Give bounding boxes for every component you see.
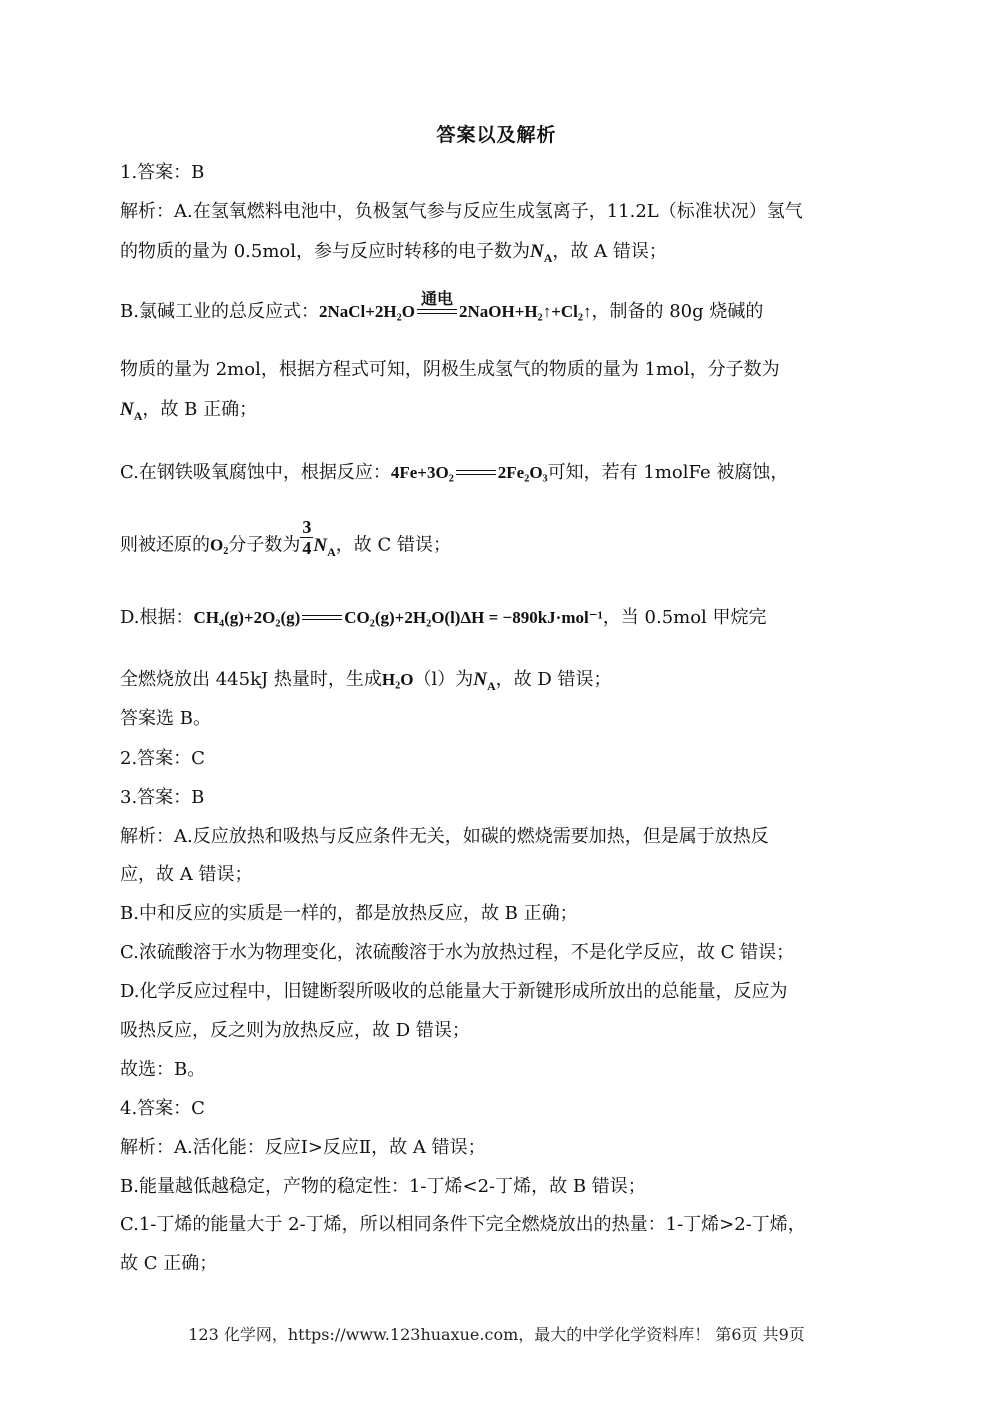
chlor-alkali-equation-line: B.氯碱工业的总反应式：2NaCl+2H₂O 通电 2NaOH+H₂↑+Cl₂↑，制备的 80g 烧碱的 — [120, 289, 764, 322]
text-line: 答案选 B。 — [120, 708, 211, 729]
methane-equation-line: D.根据：CH₄(g)+2O₂(g) CO₂(g)+2H₂O(l)ΔH = −890kJ·mol⁻¹，当 0.5mol 甲烷完 — [120, 607, 767, 628]
answer-1: 1.答案：B — [120, 162, 205, 183]
page-footer: 123 化学网，https://www.123huaxue.com，最大的中学化学资料库！ 第6页 共9页 — [188, 1325, 805, 1344]
text-line: $N_A$，故 B 正确； — [120, 399, 258, 423]
fraction-three-quarters: $\frac{3}{4}$ — [302, 517, 312, 558]
rust-equation-line: C.在钢铁吸氧腐蚀中，根据反应：4Fe+3O₂ 2Fe₂O₃可知，若有 1molFe 被腐蚀， — [120, 462, 789, 483]
h2o-formula: H₂O — [381, 670, 414, 689]
page-title: 答案以及解析 — [436, 124, 557, 146]
text-line: B.能量越低越稳定，产物的稳定性：1-丁烯<2-丁烯，故 B 错误； — [120, 1176, 646, 1197]
text-line: 的物质的量为 0.5mol，参与反应时转移的电子数为$N_A$，故 A 错误； — [120, 241, 667, 265]
text-line: C.浓硫酸溶于水为物理变化，浓硫酸溶于水为放热过程，不是化学反应，故 C 错误； — [120, 942, 795, 963]
text-line: D.化学反应过程中，旧键断裂所吸收的总能量大于新键形成所放出的总能量，反应为 — [120, 981, 788, 1002]
text-line: 全燃烧放出 445kJ 热量时，生成H₂O（l）为$N_A$，故 D 错误； — [120, 669, 612, 693]
equation-lhs: 2NaCl+2H₂O — [318, 302, 415, 321]
equation-rhs: 2Fe₂O₃ — [497, 463, 548, 482]
text-line: C.1-丁烯的能量大于 2-丁烯，所以相同条件下完全燃烧放出的热量：1-丁烯>2-丁烯， — [120, 1214, 806, 1235]
fraction-line: 则被还原的O₂分子数为 $\frac{3}{4}$ $N_A$，故 C 错误； — [120, 517, 451, 559]
equals-sign — [302, 613, 342, 623]
avogadro-symbol: $N_A$ — [530, 241, 553, 265]
text-line: 解析：A.反应放热和吸热与反应条件无关，如碳的燃烧需要加热，但是属于放热反 — [120, 826, 769, 847]
equals-sign — [456, 468, 496, 478]
o2-formula: O₂ — [210, 535, 229, 555]
reaction-condition: 通电 — [420, 289, 453, 308]
answer-4: 4.答案：C — [120, 1098, 205, 1119]
text-line: 故 C 正确； — [120, 1253, 218, 1274]
answer-2: 2.答案：C — [120, 748, 205, 769]
text-line: 解析：A.活化能：反应Ⅰ>反应Ⅱ，故 A 错误； — [120, 1137, 486, 1158]
equation-rhs: 2NaOH+H₂↑+Cl₂↑ — [458, 302, 592, 321]
text-line: 应，故 A 错误； — [120, 864, 253, 885]
answer-3: 3.答案：B — [120, 787, 205, 808]
equation-lhs: CH₄(g)+2O₂(g) — [193, 608, 301, 627]
equals-sign — [417, 289, 457, 317]
equation-lhs: 4Fe+3O₂ — [390, 463, 454, 482]
avogadro-symbol: $N_A$ — [313, 534, 336, 559]
avogadro-symbol: $N_A$ — [120, 399, 143, 423]
text-line: 故选：B。 — [120, 1059, 206, 1080]
text-line: 物质的量为 2mol，根据方程式可知，阴极生成氢气的物质的量为 1mol，分子数为 — [120, 359, 780, 380]
equation-rhs: CO₂(g)+2H₂O(l)ΔH = −890kJ·mol⁻¹ — [344, 608, 603, 627]
avogadro-symbol: $N_A$ — [473, 669, 496, 693]
text-line: B.中和反应的实质是一样的，都是放热反应，故 B 正确； — [120, 903, 578, 924]
text-line: 吸热反应，反之则为放热反应，故 D 错误； — [120, 1020, 470, 1041]
text-line: 解析：A.在氢氧燃料电池中，负极氢气参与反应生成氢离子，11.2L（标准状况）氢气 — [120, 201, 803, 222]
